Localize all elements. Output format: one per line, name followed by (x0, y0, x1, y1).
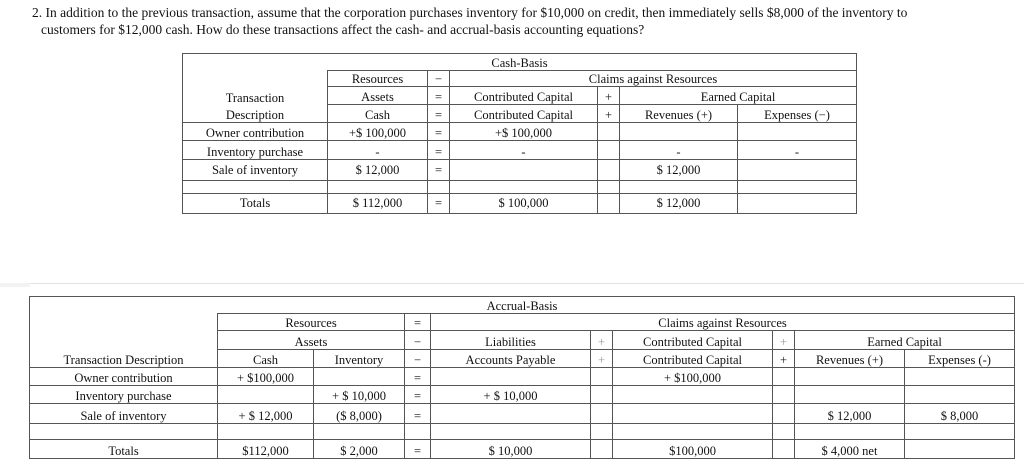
divider-mark (0, 283, 30, 287)
accrual-contributed-subheader: Contributed Capital (613, 349, 773, 367)
cash-value: + $100,000 (218, 367, 314, 385)
row-label: Inventory purchase (30, 386, 218, 404)
contributed-value: - (450, 141, 598, 159)
contributed-value: + $100,000 (613, 367, 773, 385)
row-label: Owner contribution (183, 123, 328, 141)
plus-cell (598, 123, 620, 141)
accrual-revenues-header: Revenues (+) (795, 349, 905, 367)
cash-cash-equals: = (428, 105, 450, 123)
revenues-value (620, 123, 738, 141)
contributed-value (613, 386, 773, 404)
cash-blank-cell (183, 71, 328, 87)
cash-basis-title: Cash-Basis (183, 54, 857, 71)
cash-value: - (328, 141, 428, 159)
equals-sign: = (405, 404, 431, 423)
cash-description-header: Description (183, 105, 328, 123)
cash-claims-header: Claims against Resources (450, 71, 857, 87)
contributed-value (450, 159, 598, 180)
accrual-earned-header: Earned Capital (795, 331, 1015, 349)
revenues-value: $ 12,000 (620, 159, 738, 180)
totals-revenues: $ 4,000 net (795, 439, 905, 458)
liabilities-value (431, 404, 591, 423)
cash-contributed-subheader: Contributed Capital (450, 105, 598, 123)
plus-cell (598, 159, 620, 180)
accrual-expenses-header: Expenses (-) (905, 349, 1015, 367)
totals-label: Totals (30, 439, 218, 458)
revenues-value: $ 12,000 (795, 404, 905, 423)
cash-assets-equals: = (428, 87, 450, 105)
equals-sign: = (405, 367, 431, 385)
accrual-payable-header: Accounts Payable (431, 349, 591, 367)
question-line-1: 2. In addition to the previous transaction, assume that the corporation purchases inventory for $10,000 on credit, then immediately sells $8,000 of the inventory to (32, 5, 908, 20)
liabilities-value (431, 367, 591, 385)
question-text (32, 4, 1017, 38)
cash-plus-sign-2: + (598, 105, 620, 123)
inventory-value (314, 367, 405, 385)
table-row (183, 123, 857, 141)
inventory-value: + $ 10,000 (314, 386, 405, 404)
cash-value: $ 12,000 (328, 159, 428, 180)
row-label: Sale of inventory (183, 159, 328, 180)
totals-cash: $ 112,000 (328, 193, 428, 213)
totals-label: Totals (183, 193, 328, 213)
accrual-assets-header: Assets (218, 331, 405, 349)
table-row (30, 386, 1015, 404)
contributed-value: +$ 100,000 (450, 123, 598, 141)
cash-value (218, 386, 314, 404)
row-label: Owner contribution (30, 367, 218, 385)
plus-cell (598, 141, 620, 159)
cash-expenses-header: Expenses (−) (738, 105, 857, 123)
cash-plus-sign: + (598, 87, 620, 105)
accrual-liabilities-header: Liabilities (431, 331, 591, 349)
contributed-value (613, 404, 773, 423)
totals-row (30, 439, 1015, 458)
accrual-plus-sign: + (591, 331, 613, 349)
accrual-plus-sign-4: + (773, 349, 795, 367)
accrual-resources-header: Resources (218, 314, 405, 331)
revenues-value (795, 386, 905, 404)
inventory-value: ($ 8,000) (314, 404, 405, 423)
revenues-value: - (620, 141, 738, 159)
cash-value: +$ 100,000 (328, 123, 428, 141)
accrual-assets-minus: − (405, 331, 431, 349)
equals-sign: = (428, 159, 450, 180)
expenses-value (905, 386, 1015, 404)
expenses-value: $ 8,000 (905, 404, 1015, 423)
cash-header-equals: − (428, 71, 450, 87)
table-row (30, 404, 1015, 423)
totals-equals: = (405, 439, 431, 458)
cash-value: + $ 12,000 (218, 404, 314, 423)
accrual-plus-sign-2: + (773, 331, 795, 349)
accrual-claims-header: Claims against Resources (431, 314, 1015, 331)
accrual-contributed-header: Contributed Capital (613, 331, 773, 349)
accrual-inventory-header: Inventory (314, 349, 405, 367)
divider (0, 283, 1024, 284)
equals-sign: = (428, 123, 450, 141)
accrual-basis-table (29, 296, 1015, 459)
totals-liabilities: $ 10,000 (431, 439, 591, 458)
totals-inventory: $ 2,000 (314, 439, 405, 458)
cash-basis-table (182, 53, 857, 214)
table-row (30, 367, 1015, 385)
expenses-value (905, 367, 1015, 385)
revenues-value (795, 367, 905, 385)
table-row (183, 141, 857, 159)
expenses-value (738, 123, 857, 141)
accrual-cash-minus: − (405, 349, 431, 367)
row-label: Sale of inventory (30, 404, 218, 423)
cash-transaction-header: Transaction (183, 87, 328, 105)
totals-contributed: $ 100,000 (450, 193, 598, 213)
accrual-plus-sign-3: + (591, 349, 613, 367)
cash-assets-header: Assets (328, 87, 428, 105)
accrual-transaction-header: Transaction Description (30, 349, 218, 367)
equals-sign: = (405, 386, 431, 404)
expenses-value: - (738, 141, 857, 159)
cash-cash-header: Cash (328, 105, 428, 123)
liabilities-value: + $ 10,000 (431, 386, 591, 404)
accrual-cash-header: Cash (218, 349, 314, 367)
cash-earned-header: Earned Capital (620, 87, 857, 105)
totals-equals: = (428, 193, 450, 213)
totals-cash: $112,000 (218, 439, 314, 458)
table-row (183, 159, 857, 180)
accrual-header-equals: = (405, 314, 431, 331)
expenses-value (738, 159, 857, 180)
question-line-2: customers for $12,000 cash. How do these transactions affect the cash- and accrual-basis accounting equations? (41, 22, 645, 37)
cash-revenues-header: Revenues (+) (620, 105, 738, 123)
cash-resources-header: Resources (328, 71, 428, 87)
totals-contributed: $100,000 (613, 439, 773, 458)
totals-row (183, 193, 857, 213)
totals-revenues: $ 12,000 (620, 193, 738, 213)
equals-sign: = (428, 141, 450, 159)
accrual-basis-title: Accrual-Basis (30, 297, 1015, 314)
row-label: Inventory purchase (183, 141, 328, 159)
cash-contributed-header: Contributed Capital (450, 87, 598, 105)
